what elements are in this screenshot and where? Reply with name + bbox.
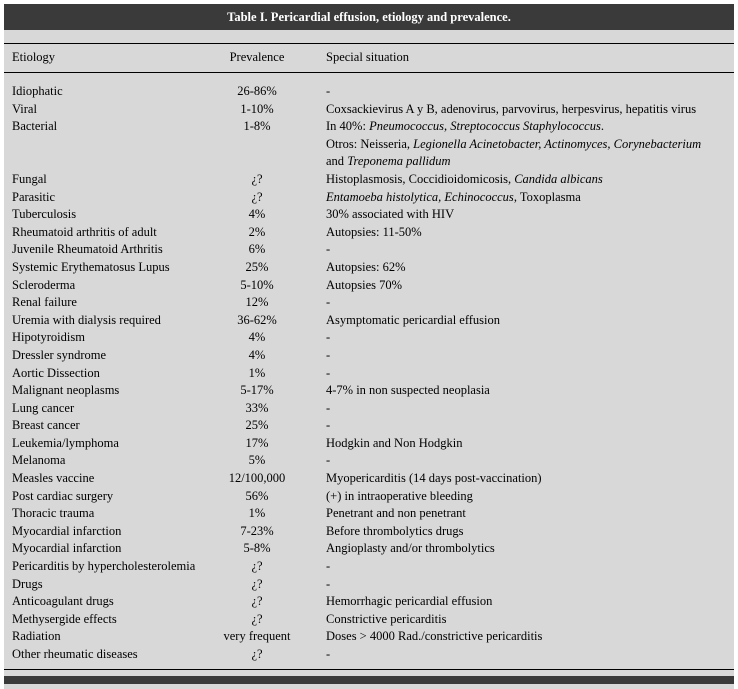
special-situation-cell: - — [326, 647, 331, 661]
table-row — [4, 558, 734, 576]
etiology-cell: Bacterial — [12, 119, 58, 134]
etiology-cell: Myocardial infarction — [12, 541, 122, 556]
prevalence-cell: very frequent — [223, 629, 291, 644]
table-row — [4, 593, 734, 611]
prevalence-cell: ¿? — [251, 189, 263, 204]
table-row — [4, 206, 734, 224]
special-situation-cell: In 40%: Pneumococcus, Streptococcus Staphylococcus. Otros: Neisseria, Legionella Acinetobacter, Actinomyces, Corynebacterium and Treponema pallidum — [326, 119, 702, 169]
table-row — [4, 505, 734, 523]
table-row — [4, 312, 734, 330]
table-row — [4, 417, 734, 435]
etiology-cell: Malignant neoplasms — [12, 383, 120, 398]
special-situation-cell: - — [326, 453, 331, 468]
table-row — [4, 540, 734, 558]
table-row — [4, 83, 734, 101]
table-row — [4, 452, 734, 470]
prevalence-cell: 4% — [248, 347, 266, 362]
table-row — [4, 277, 734, 295]
etiology-cell: Rheumatoid arthritis of adult — [12, 224, 157, 239]
special-situation-cell: Autopsies: 11-50% — [326, 224, 422, 239]
prevalence-cell: 25% — [245, 259, 269, 274]
special-situation-cell: Hodgkin and Non Hodgkin — [326, 435, 463, 450]
prevalence-cell: ¿? — [251, 647, 263, 661]
prevalence-cell: 1-8% — [243, 119, 271, 134]
table-row — [4, 435, 734, 453]
prevalence-cell: 2% — [248, 224, 266, 239]
prevalence-cell: 12/100,000 — [228, 471, 286, 486]
prevalence-cell: 26-86% — [237, 84, 277, 98]
special-situation-cell: - — [326, 84, 331, 98]
etiology-cell: Scleroderma — [12, 277, 76, 292]
table-row — [4, 576, 734, 594]
prevalence-cell: 5-10% — [240, 277, 274, 292]
prevalence-cell: 1% — [248, 506, 266, 521]
etiology-cell: Parasitic — [12, 189, 56, 204]
prevalence-cell: 5-17% — [240, 383, 274, 398]
etiology-cell: Lung cancer — [12, 400, 75, 415]
etiology-cell: Pericarditis by hypercholesterolemia — [12, 559, 196, 574]
etiology-cell: Idiophatic — [12, 84, 63, 98]
prevalence-cell: 12% — [245, 295, 269, 310]
etiology-cell: Leukemia/lymphoma — [12, 435, 119, 450]
prevalence-cell: ¿? — [251, 576, 263, 591]
table-title: Table I. Pericardial effusion, etiology and prevalence. — [227, 10, 511, 24]
column-header-prevalence: Prevalence — [229, 50, 285, 64]
etiology-cell: Anticoagulant drugs — [12, 594, 114, 609]
special-situation-cell: Penetrant and non penetrant — [326, 506, 466, 521]
prevalence-cell: ¿? — [251, 559, 263, 574]
prevalence-cell: 7-23% — [240, 523, 274, 538]
special-situation-cell: 30% associated with HIV — [326, 207, 455, 222]
special-situation-cell: Entamoeba histolytica, Echinococcus, Toxoplasma — [326, 189, 581, 204]
special-situation-cell: Coxsackievirus A y B, adenovirus, parvovirus, herpesvirus, hepatitis virus — [326, 101, 697, 116]
etiology-cell: Post cardiac surgery — [12, 488, 114, 503]
etiology-cell: Breast cancer — [12, 418, 80, 433]
etiology-cell: Tuberculosis — [12, 207, 77, 222]
special-situation-cell: 4-7% in non suspected neoplasia — [326, 383, 490, 398]
prevalence-cell: ¿? — [251, 171, 263, 186]
special-situation-cell: - — [326, 559, 331, 574]
table-row — [4, 224, 734, 242]
table-row — [4, 241, 734, 259]
special-situation-cell: Before thrombolytics drugs — [326, 523, 464, 538]
prevalence-cell: 36-62% — [237, 312, 277, 327]
special-situation-cell: - — [326, 330, 331, 345]
table-row — [4, 118, 734, 171]
prevalence-cell: 5-8% — [243, 541, 271, 556]
etiology-cell: Hipotyroidism — [12, 330, 85, 345]
etiology-cell: Viral — [12, 101, 37, 116]
etiology-cell: Aortic Dissection — [12, 365, 100, 380]
table-row — [4, 294, 734, 312]
table-row — [4, 488, 734, 506]
prevalence-cell: 4% — [248, 330, 266, 345]
prevalence-cell: ¿? — [251, 611, 263, 626]
table-row — [4, 101, 734, 119]
table-row — [4, 189, 734, 207]
special-situation-cell: (+) in intraoperative bleeding — [326, 488, 473, 503]
prevalence-cell: 1% — [248, 365, 266, 380]
special-situation-cell: Asymptomatic pericardial effusion — [326, 312, 501, 327]
special-situation-cell: - — [326, 365, 331, 380]
special-situation-cell: Doses > 4000 Rad./constrictive pericarditis — [326, 629, 543, 644]
prevalence-cell: 6% — [248, 242, 266, 257]
prevalence-cell: 1-10% — [240, 101, 274, 116]
etiology-cell: Methysergide effects — [12, 611, 117, 626]
table-row — [4, 400, 734, 418]
table-row — [4, 611, 734, 629]
prevalence-cell: 4% — [248, 207, 266, 222]
etiology-cell: Dressler syndrome — [12, 347, 107, 362]
table-row — [4, 259, 734, 277]
prevalence-cell: 17% — [245, 435, 269, 450]
etiology-cell: Uremia with dialysis required — [12, 312, 161, 327]
etiology-cell: Renal failure — [12, 295, 77, 310]
etiology-cell: Juvenile Rheumatoid Arthritis — [12, 242, 163, 257]
table-bottom-rule — [4, 669, 734, 676]
column-header-etiology: Etiology — [12, 50, 56, 64]
prevalence-cell: 25% — [245, 418, 269, 433]
special-situation-cell: Autopsies 70% — [326, 277, 403, 292]
next-table-bar — [4, 676, 734, 684]
special-situation-cell: Constrictive pericarditis — [326, 611, 447, 626]
etiology-cell: Radiation — [12, 629, 61, 644]
special-situation-cell: - — [326, 347, 331, 362]
prevalence-cell: 33% — [245, 400, 269, 415]
special-situation-cell: Hemorrhagic pericardial effusion — [326, 594, 493, 609]
column-header-row — [4, 43, 734, 73]
etiology-cell: Other rheumatic diseases — [12, 647, 138, 661]
special-situation-cell: - — [326, 418, 331, 433]
special-situation-cell: - — [326, 242, 331, 257]
table-row — [4, 470, 734, 488]
special-situation-cell: Angioplasty and/or thrombolytics — [326, 541, 495, 556]
table-row — [4, 347, 734, 365]
etiology-cell: Systemic Erythematosus Lupus — [12, 259, 170, 274]
prevalence-cell: 56% — [245, 488, 269, 503]
etiology-cell: Fungal — [12, 171, 47, 186]
special-situation-cell: Autopsies: 62% — [326, 259, 406, 274]
special-situation-cell: Myopericarditis (14 days post-vaccination) — [326, 471, 542, 486]
table-title-bar — [4, 4, 734, 30]
table-row — [4, 365, 734, 383]
special-situation-cell: - — [326, 295, 331, 310]
table-row — [4, 628, 734, 646]
table-row — [4, 382, 734, 400]
etiology-cell: Measles vaccine — [12, 471, 95, 486]
table-row — [4, 646, 734, 664]
column-header-special: Special situation — [326, 50, 409, 64]
table-row — [4, 523, 734, 541]
special-situation-cell: Histoplasmosis, Coccidioidomicosis, Candida albicans — [326, 171, 603, 186]
prevalence-cell: 5% — [248, 453, 266, 468]
etiology-cell: Melanoma — [12, 453, 66, 468]
etiology-cell: Thoracic trauma — [12, 506, 95, 521]
table-container — [4, 4, 734, 689]
prevalence-cell: ¿? — [251, 594, 263, 609]
etiology-cell: Myocardial infarction — [12, 523, 122, 538]
special-situation-cell: - — [326, 576, 331, 591]
etiology-cell: Drugs — [12, 576, 43, 591]
table-row — [4, 329, 734, 347]
table-rows — [4, 73, 734, 669]
table-row — [4, 171, 734, 189]
special-situation-cell: - — [326, 400, 331, 415]
